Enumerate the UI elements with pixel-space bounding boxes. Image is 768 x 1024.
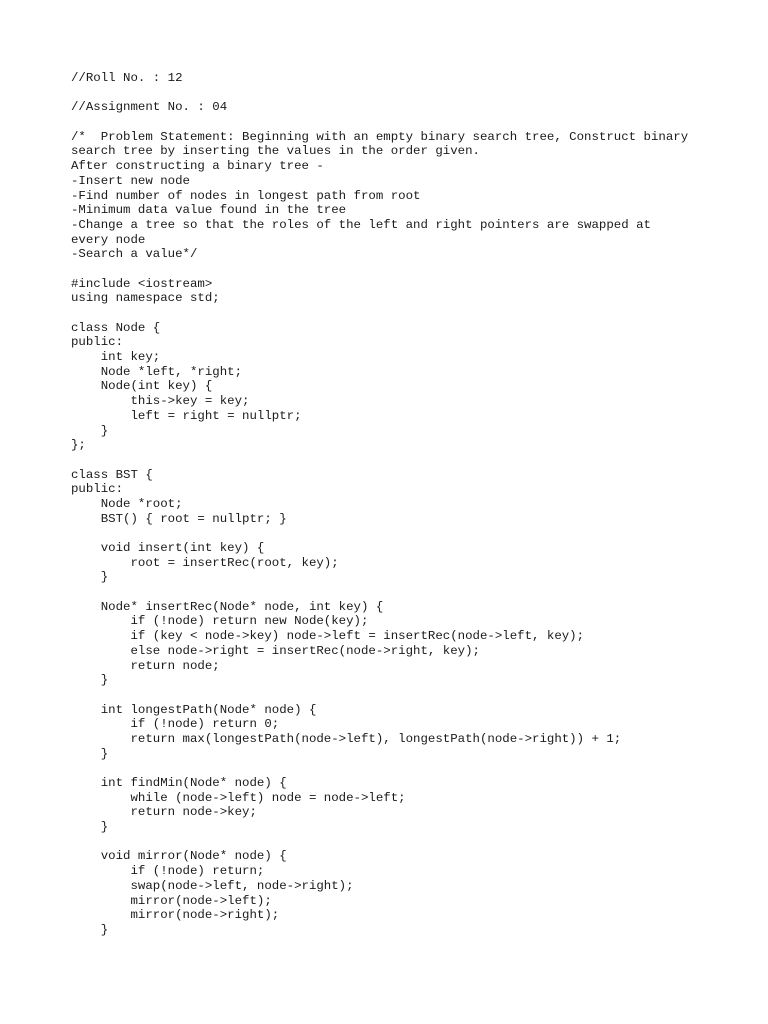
code-line: Node *left, *right; [71, 364, 243, 379]
code-line: left = right = nullptr; [71, 408, 302, 423]
code-line: class Node { [71, 320, 161, 335]
code-line: while (node->left) node = node->left; [71, 790, 406, 805]
code-line: -Insert new node [71, 173, 190, 188]
code-line: -Search a value*/ [71, 247, 198, 262]
code-line: mirror(node->left); [71, 893, 272, 908]
code-line: Node* insertRec(Node* node, int key) { [71, 599, 384, 614]
code-line: if (!node) return 0; [71, 717, 280, 732]
code-line: void insert(int key) { [71, 541, 265, 555]
blank-line [71, 86, 688, 101]
code-line: int longestPath(Node* node) { [71, 702, 317, 717]
code-line: return node; [71, 658, 220, 673]
code-line: if (!node) return new Node(key); [71, 614, 369, 629]
blank-line [71, 688, 688, 703]
code-line: -Minimum data value found in the tree [71, 203, 347, 218]
code-listing [71, 71, 688, 938]
code-line: using namespace std; [71, 291, 220, 306]
code-line: } [71, 922, 109, 937]
blank-line [71, 526, 688, 541]
code-line: } [71, 746, 109, 761]
code-line: int findMin(Node* node) { [71, 776, 287, 790]
code-line: } [71, 570, 109, 585]
code-line: //Roll No. : 12 [71, 71, 183, 85]
code-line: class BST { [71, 467, 153, 482]
code-line: //Assignment No. : 04 [71, 100, 228, 115]
code-line: int key; [71, 350, 161, 365]
blank-line [71, 306, 688, 321]
code-line: swap(node->left, node->right); [71, 878, 354, 893]
code-line: /* Problem Statement: Beginning with an empty binary search tree, Construct binary [71, 129, 689, 144]
code-line: return node->key; [71, 805, 257, 820]
code-line: public: [71, 482, 124, 497]
code-line: void mirror(Node* node) { [71, 849, 287, 864]
code-line: if (key < node->key) node->left = insertRec(node->left, key); [71, 629, 585, 644]
blank-line [71, 453, 688, 468]
code-line: } [71, 423, 109, 438]
blank-line [71, 262, 688, 277]
code-line: } [71, 820, 109, 835]
code-line: After constructing a binary tree - [71, 159, 324, 174]
code-line: else node->right = insertRec(node->right, key); [71, 643, 480, 658]
code-line: Node *root; [71, 496, 183, 511]
code-line: this->key = key; [71, 394, 250, 409]
code-line: #include <iostream> [71, 276, 213, 291]
code-line: return max(longestPath(node->left), longestPath(node->right)) + 1; [71, 731, 622, 746]
code-line: search tree by inserting the values in the order given. [71, 144, 480, 159]
code-line: }; [71, 438, 86, 453]
code-line: -Change a tree so that the roles of the left and right pointers are swapped at [71, 217, 651, 232]
code-line: every node [71, 232, 146, 247]
code-line: -Find number of nodes in longest path from root [71, 188, 421, 203]
code-line: } [71, 673, 109, 688]
blank-line [71, 761, 688, 776]
blank-line [71, 835, 688, 850]
code-line: public: [71, 335, 124, 350]
code-line: mirror(node->right); [71, 908, 280, 923]
code-line: BST() { root = nullptr; } [71, 511, 287, 526]
code-line: if (!node) return; [71, 864, 265, 879]
blank-line [71, 585, 688, 600]
code-line: Node(int key) { [71, 379, 213, 394]
blank-line [71, 115, 688, 130]
code-line: root = insertRec(root, key); [71, 555, 339, 570]
